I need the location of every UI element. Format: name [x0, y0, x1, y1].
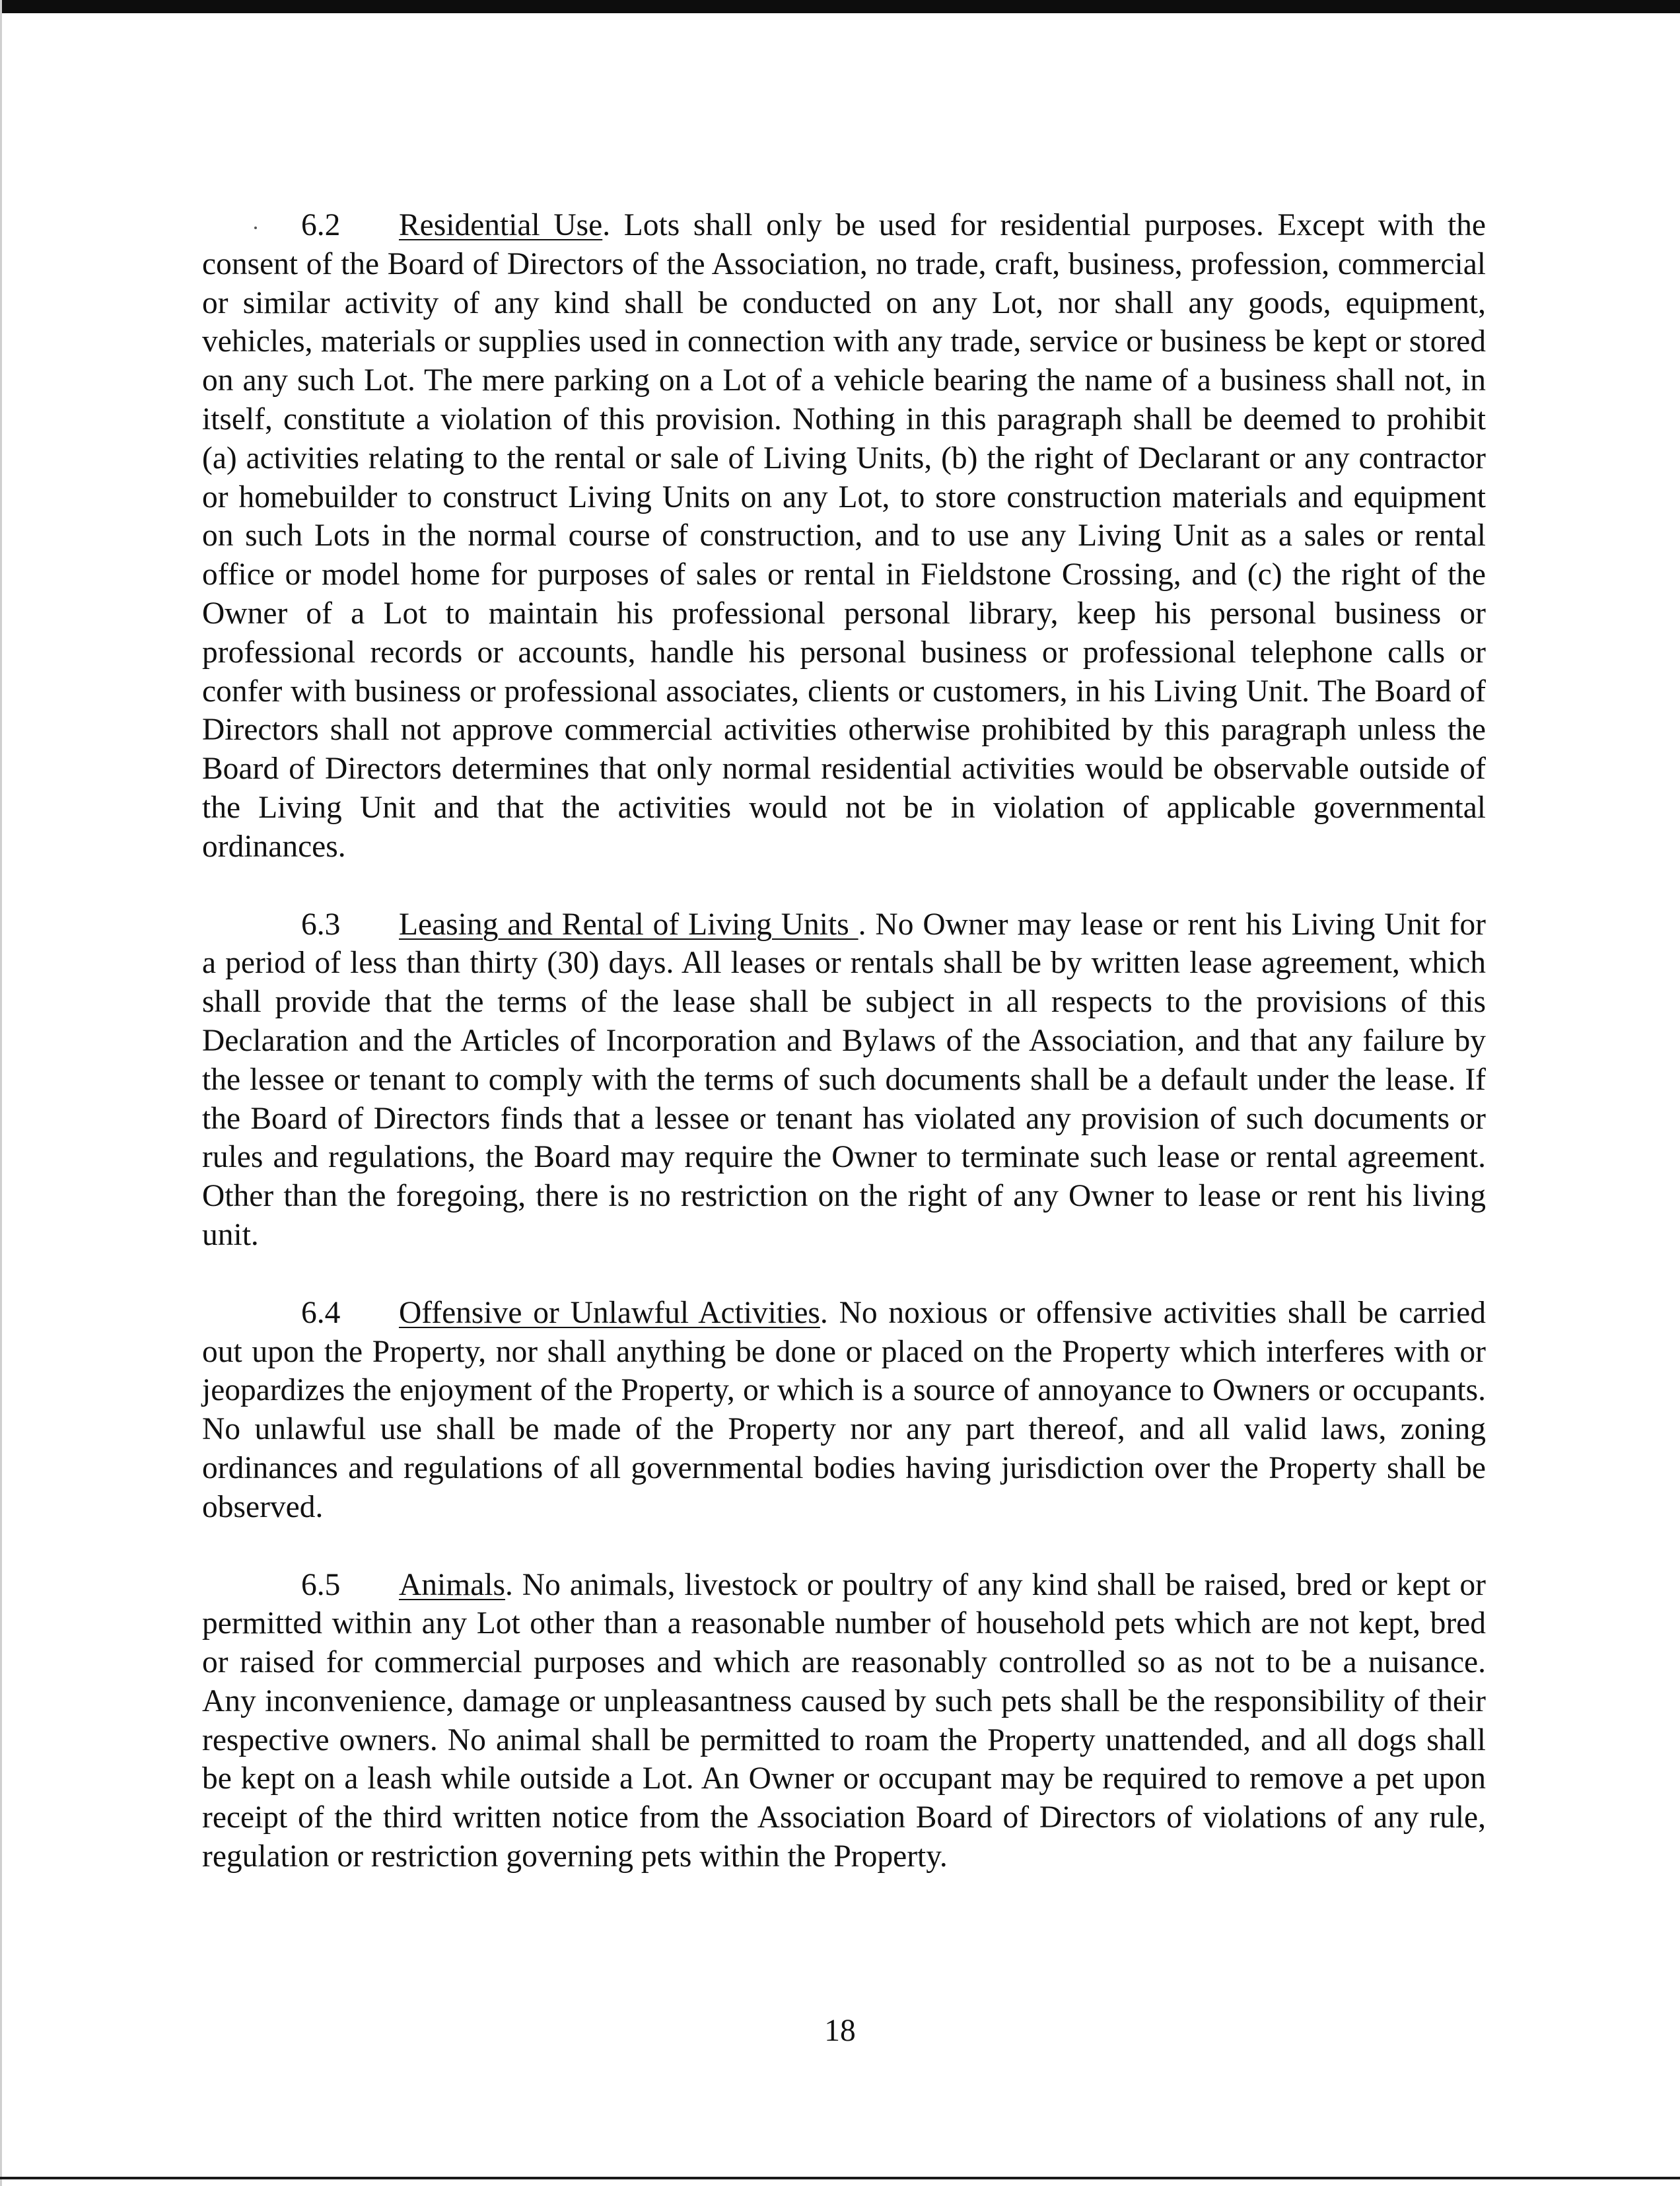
section-paragraph	[202, 1566, 1486, 1876]
scan-bottom-border	[0, 2177, 1680, 2179]
section-6-2	[202, 206, 1486, 866]
section-6-3	[202, 905, 1486, 1255]
section-heading: Residential Use	[399, 208, 603, 242]
section-paragraph	[202, 1294, 1486, 1527]
section-6-5	[202, 1566, 1486, 1876]
section-text: . No Owner may lease or rent his Living Unit for a period of less than thirty (30) days. All leases or rentals shall be by written lease agreement, which shall provide that the terms of the lease shall be subject in all respects to the provisions of this Declaration and the Articles of Incorporation and Bylaws of the Association, and that any failure by the lessee or tenant to comply with the terms of such documents shall be a default under the lease. If the Board of Directors finds that a lessee or tenant has violated any provision of such documents or rules and regulations, the Board may require the Owner to terminate such lease or rental agreement. Other than the foregoing, there is no restriction on the right of any Owner to lease or rent his living unit.	[202, 907, 1486, 1252]
page-number: 18	[824, 2014, 856, 2048]
document-body	[202, 206, 1486, 1915]
section-number: 6.4	[301, 1295, 341, 1330]
section-paragraph	[202, 905, 1486, 1255]
section-6-4	[202, 1294, 1486, 1527]
section-paragraph	[202, 206, 1486, 866]
section-number: 6.5	[301, 1567, 341, 1602]
scan-left-edge	[0, 0, 2, 2186]
section-heading: Leasing and Rental of Living Units	[399, 907, 858, 942]
section-number: 6.2	[301, 208, 341, 242]
section-text: . No noxious or offensive activities shall be carried out upon the Property, nor shall anything be done or placed on the Property which interferes with or jeopardizes the enjoyment of the Property, or which is a source of annoyance to Owners or occupants. No unlawful use shall be made of the Property nor any part thereof, and all valid laws, zoning ordinances and regulations of all governmental bodies having jurisdiction over the Property shall be observed.	[202, 1295, 1486, 1524]
section-heading: Animals	[399, 1567, 505, 1602]
section-heading: Offensive or Unlawful Activities	[399, 1295, 820, 1330]
section-text: . No animals, livestock or poultry of any kind shall be raised, bred or kept or permitted within any Lot other than a reasonable number of household pets which are not kept, bred or raised for commercial purposes and which are reasonably controlled so as not to be a nuisance. Any inconvenience, damage or unpleasantness caused by such pets shall be the responsibility of their respective owners. No animal shall be permitted to roam the Property unattended, and all dogs shall be kept on a leash while outside a Lot. An Owner or occupant may be required to remove a pet upon receipt of the third written notice from the Association Board of Directors of violations of any rule, regulation or restriction governing pets within the Property.	[202, 1567, 1486, 1874]
section-text: . Lots shall only be used for residential purposes. Except with the consent of the Board of Directors of the Association, no trade, craft, business, profession, commercial or similar activity of any kind shall be conducted on any Lot, nor shall any goods, equipment, vehicles, materials or supplies used in connection with any trade, service or business be kept or stored on any such Lot. The mere parking on a Lot of a vehicle bearing the name of a business shall not, in itself, constitute a violation of this provision. Nothing in this paragraph shall be deemed to prohibit (a) activities relating to the rental or sale of Living Units, (b) the right of Declarant or any contractor or homebuilder to construct Living Units on any Lot, to store construction materials and equipment on such Lots in the normal course of construction, and to use any Living Unit as a sales or rental office or model home for purposes of sales or rental in Fieldstone Crossing, and (c) the right of the Owner of a Lot to maintain his professional personal library, keep his personal business or professional records or accounts, handle his personal business or professional telephone calls or confer with business or professional associates, clients or customers, in his Living Unit. The Board of Directors shall not approve commercial activities otherwise prohibited by this paragraph unless the Board of Directors determines that only normal residential activities would be observable outside of the Living Unit and that the activities would not be in violation of applicable governmental ordinances.	[202, 208, 1486, 864]
scan-top-border	[0, 0, 1680, 13]
section-number: 6.3	[301, 907, 341, 942]
